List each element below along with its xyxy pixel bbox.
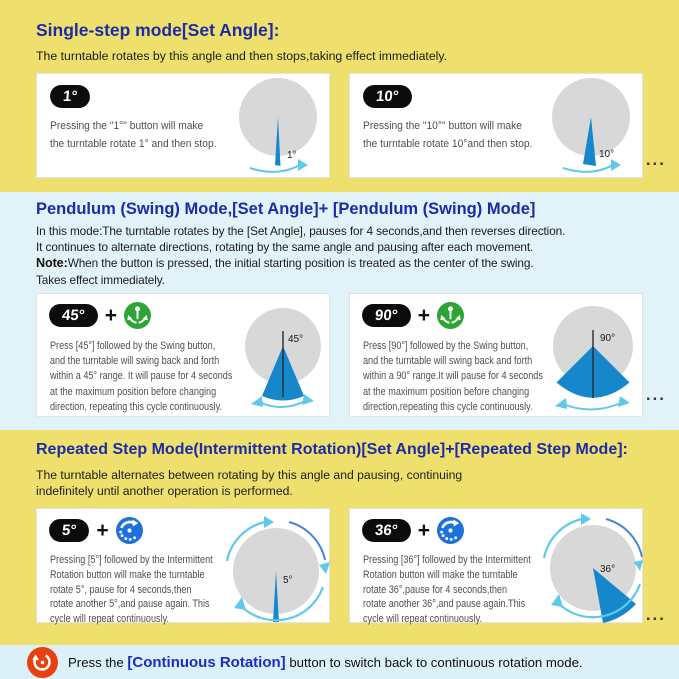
turntable-graphic-5deg bbox=[37, 509, 331, 624]
panel-text-line: direction, repeating this cycle continuously. bbox=[50, 400, 223, 413]
turntable-graphic-90deg bbox=[350, 294, 644, 418]
panel-text-line: within a 45° range. It will pause for 4 seconds bbox=[50, 370, 233, 383]
more-ellipsis: ... bbox=[645, 385, 666, 404]
section-description bbox=[36, 223, 565, 288]
panel-text-line: cycle will repeat continuously. bbox=[363, 613, 482, 626]
panel-text-line: and the turntable will swing back and forth bbox=[363, 355, 533, 368]
angle-label: 10° bbox=[599, 149, 615, 160]
panel-text-line: rotate another 5°,and pause again. This bbox=[50, 598, 210, 611]
angle-label: 36° bbox=[600, 564, 616, 575]
description-line: The turntable rotates by this angle and then stops,taking effect immediately. bbox=[36, 49, 448, 63]
section-single-step bbox=[0, 0, 679, 192]
panel-90deg-swing bbox=[349, 293, 643, 417]
description-line: In this mode:The turntable rotates by the [Set Angle], pauses for 4 seconds,and then reverses direction. bbox=[36, 224, 566, 238]
footer-text-suffix: button to switch back to continuous rotation mode. bbox=[285, 654, 583, 670]
panel-text-line: the turntable rotate 1° and then stop. bbox=[50, 137, 217, 150]
footer-text bbox=[68, 654, 583, 671]
section-repeated-step bbox=[0, 430, 679, 645]
section-heading: Single-step mode[Set Angle]: bbox=[36, 20, 280, 40]
panel-text-line: Rotation button will make the turntable bbox=[50, 568, 205, 581]
more-ellipsis: ... bbox=[645, 605, 666, 624]
description-line: The turntable alternates between rotating by this angle and pausing, continuing bbox=[36, 468, 463, 482]
angle-key-button: 5° bbox=[48, 519, 90, 542]
section-pendulum-swing bbox=[0, 192, 679, 430]
more-ellipsis: ... bbox=[645, 150, 666, 169]
section-description bbox=[36, 467, 462, 499]
panel-text-line: at the maximum position before changing bbox=[363, 385, 530, 398]
panel-text-line: Press [90°] followed by the Swing button, bbox=[363, 340, 529, 352]
angle-key-button: 36° bbox=[361, 519, 412, 542]
turntable-graphic-36deg bbox=[350, 509, 644, 624]
plus-sign: + bbox=[96, 519, 109, 542]
angle-key-button: 10° bbox=[362, 85, 413, 108]
turntable-graphic-45deg bbox=[37, 294, 331, 418]
panel-text-line: Pressing [5°] followed by the Intermittent bbox=[50, 554, 213, 566]
section-description bbox=[36, 48, 447, 64]
panel-36deg-repeat bbox=[349, 508, 643, 626]
turntable-graphic-1deg bbox=[37, 74, 331, 179]
panel-text-line: rotate another 36°,and pause again.This bbox=[363, 598, 526, 611]
plus-sign: + bbox=[104, 304, 117, 327]
turntable-graphic-10deg bbox=[350, 74, 644, 179]
description-note-line bbox=[36, 255, 565, 271]
description-line: indefinitely until another operation is performed. bbox=[36, 484, 293, 499]
plus-sign: + bbox=[417, 519, 430, 542]
note-text: When the button is pressed, the initial starting position is treated as the center of the swing. bbox=[67, 256, 534, 271]
panel-10deg bbox=[349, 73, 643, 178]
panel-45deg-swing bbox=[36, 293, 330, 417]
description-line: Takes effect immediately. bbox=[36, 272, 165, 287]
footer-bar bbox=[0, 645, 679, 679]
continuous-rotation-icon bbox=[27, 647, 58, 678]
angle-key-button: 45° bbox=[48, 304, 99, 327]
section-heading: Pendulum (Swing) Mode,[Set Angle]+ [Pendulum (Swing) Mode] bbox=[36, 200, 536, 218]
angle-key-button: 90° bbox=[361, 304, 412, 327]
angle-key-button: 1° bbox=[49, 85, 91, 108]
angle-label: 5° bbox=[283, 575, 293, 586]
angle-label: 1° bbox=[287, 150, 297, 161]
panel-text-line: within a 90° range.It will pause for 4 seconds bbox=[363, 370, 543, 383]
description-line: It continues to alternate directions, rotating by the same angle and pausing after each movement. bbox=[36, 240, 534, 255]
panel-text-line: and the turntable will swing back and forth bbox=[50, 355, 220, 368]
angle-label: 90° bbox=[600, 333, 616, 344]
panel-text-line: Pressing [36°] followed by the Intermittent bbox=[363, 554, 531, 566]
angle-label: 45° bbox=[288, 334, 304, 345]
panel-text-line: Rotation button will make the turntable bbox=[363, 568, 518, 581]
panel-text-line: Press [45°] followed by the Swing button, bbox=[50, 340, 216, 352]
footer-continuous-rotation-label: [Continuous Rotation] bbox=[127, 653, 286, 671]
section-heading: Repeated Step Mode(Intermittent Rotation)[Set Angle]+[Repeated Step Mode]: bbox=[36, 441, 628, 458]
note-label: Note: bbox=[36, 256, 68, 271]
panel-text-line: direction,repeating this cycle continuously. bbox=[363, 400, 533, 413]
panel-text-line: cycle will repeat continuously. bbox=[50, 613, 169, 626]
panel-1deg bbox=[36, 73, 330, 178]
panel-text-line: Pressing the "10°" button will make bbox=[363, 120, 522, 132]
panel-text-line: Pressing the "1°" button will make bbox=[50, 120, 204, 132]
panel-5deg-repeat bbox=[36, 508, 330, 626]
panel-text-line: rotate 36°,pause for 4 seconds,then bbox=[363, 583, 508, 596]
footer-text-prefix: Press the bbox=[68, 654, 128, 670]
panel-text-line: the turntable rotate 10°and then stop. bbox=[363, 137, 533, 150]
plus-sign: + bbox=[417, 304, 430, 327]
panel-text-line: rotate 5°, pause for 4 seconds,then bbox=[50, 583, 192, 596]
panel-text-line: at the maximum position before changing bbox=[50, 385, 217, 398]
